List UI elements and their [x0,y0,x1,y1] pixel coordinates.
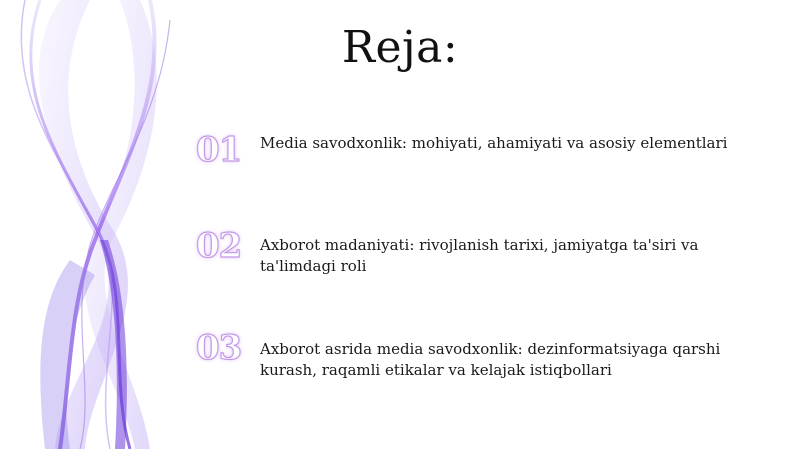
agenda-item-text: Media savodxonlik: mohiyati, ahamiyati va asosiy elementlari [260,134,728,152]
agenda-item-number: 01 [196,130,242,170]
agenda-item-number: 02 [196,226,242,266]
agenda-item-text: Axborot madaniyati: rivojlanish tarixi, jamiyatga ta'siri va ta'limdagi roli [260,236,699,275]
agenda-item-number: 03 [196,328,242,368]
slide-title: Reja: [341,22,459,73]
decorative-ribbon-graphic [0,0,200,449]
agenda-item-text: Axborot asrida media savodxonlik: dezinformatsiyaga qarshi kurash, raqamli etikalar va kelajak istiqbollari [260,340,721,379]
